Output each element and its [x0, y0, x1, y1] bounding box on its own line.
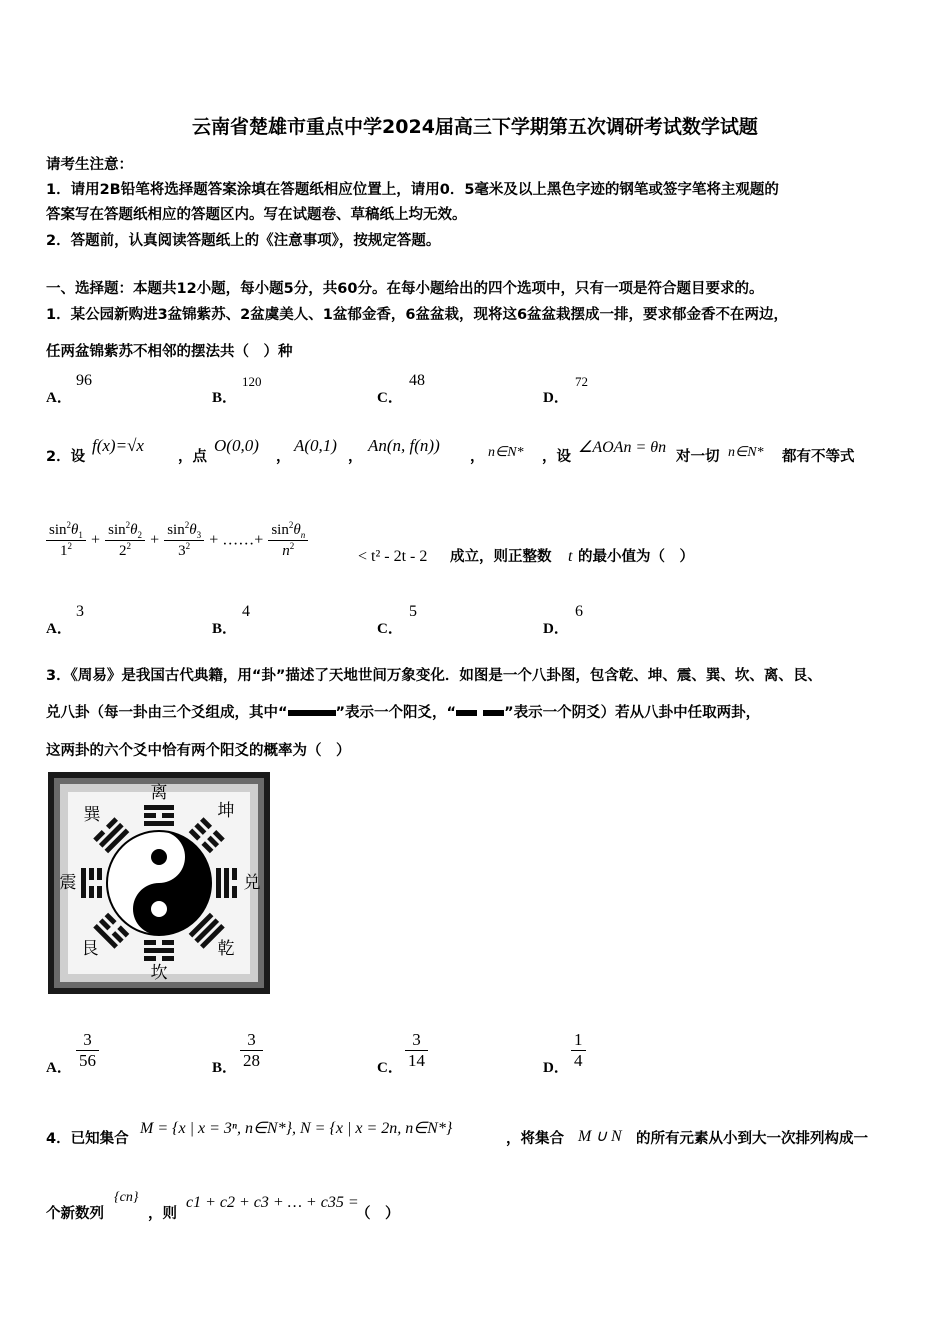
notice-line-1a: 1．请用2B铅笔将选择题答案涂填在答题纸相应位置上，请用0．5毫米及以上黑色字迹的钢笔或签字笔将主观题的	[46, 182, 779, 198]
trigram-label-bottom-left: 艮	[81, 939, 99, 959]
series-term-2: $\frac{\sin^2\theta_2}{2^2}$	[105, 520, 145, 560]
option-label: C．	[377, 390, 403, 406]
q3-line-3: 这两卦的六个爻中恰有两个阳爻的概率为（ ）	[46, 743, 351, 759]
notice-heading: 请考生注意：	[46, 157, 133, 173]
q4-text-6: （ ）	[356, 1206, 400, 1222]
q2-text-5: 都有不等式	[782, 449, 855, 465]
q2-option-b-label: B．	[212, 621, 238, 637]
q2-comma: ，	[276, 449, 291, 465]
q1-option-d-value: 72	[575, 374, 588, 389]
q2-var-t: t	[568, 548, 573, 565]
q3-option-a-value: $\frac{3}{56}$	[76, 1030, 99, 1071]
q2-option-c-value: 5	[409, 603, 417, 620]
q2-comma: ，	[470, 449, 485, 465]
trigram-label-top-right: 坤	[217, 801, 235, 821]
trigram-label-top-left: 巽	[83, 805, 101, 825]
option-label: B．	[212, 390, 238, 406]
q2-series: $\frac{\sin^2\theta_1}{1^2}$ + $\frac{\sin^2\theta_2}{2^2}$ + $\frac{\sin^2\theta_3}{3^2}$ + ……+ $\frac{\sin^2\theta_n}{n^2}$	[46, 520, 308, 560]
q4-sequence: {cn}	[114, 1190, 139, 1205]
q4-union: M ∪ N	[578, 1128, 622, 1145]
q2-text-6: 成立，则正整数	[450, 549, 552, 565]
series-term-n: $\frac{\sin^2\theta_n}{n^2}$	[268, 520, 308, 560]
q2-point-an: An(n, f(n))	[368, 436, 440, 455]
option-label: A．	[46, 390, 72, 406]
q2-option-d-label: D．	[543, 621, 569, 637]
q2-point-o: O(0,0)	[214, 436, 259, 455]
q2-option-b-value: 4	[242, 603, 250, 620]
q1-line-1: 1．某公园新购进3盆锦紫苏、2盆虞美人、1盆郁金香，6盆盆栽，现将这6盆盆栽摆成一排，要求郁金香不在两边，	[46, 307, 789, 323]
q3-option-d-value: $\frac{1}{4}$	[571, 1030, 586, 1071]
notice-line-2: 2．答题前，认真阅读答题纸上的《注意事项》，按规定答题。	[46, 233, 441, 249]
bagua-figure	[48, 772, 270, 994]
q4-text-5: ，则	[148, 1206, 177, 1222]
q2-n-in-n: n∈N*	[488, 445, 524, 460]
q3-option-d-label: D．	[543, 1060, 569, 1076]
q3-line-2c: ”表示一个阴爻）若从八卦中任取两卦，	[504, 705, 761, 721]
q3-line-2	[46, 701, 760, 722]
page-title: 云南省楚雄市重点中学2024届高三下学期第五次调研考试数学试题	[192, 116, 758, 138]
notice-line-1b: 答案写在答题纸相应的答题区内。写在试题卷、草稿纸上均无效。	[46, 207, 467, 223]
q1-option-b-value: 120	[242, 374, 262, 389]
yang-line-icon	[288, 710, 336, 716]
trigram-label-right: 兑	[243, 873, 261, 893]
q1-option-b	[212, 386, 237, 407]
trigram-label-bottom-right: 乾	[217, 939, 235, 959]
q4-sum: c1 + c2 + c3 + … + c35 =	[186, 1194, 359, 1211]
q4-text-2: ，将集合	[506, 1131, 564, 1147]
q2-n-in-n-2: n∈N*	[728, 445, 764, 460]
q2-text-2: ，点	[178, 449, 207, 465]
q4-text-1: 4．已知集合	[46, 1131, 129, 1147]
q3-option-c-value: $\frac{3}{14}$	[405, 1030, 428, 1071]
series-term-1: $\frac{\sin^2\theta_1}{1^2}$	[46, 520, 86, 560]
trigram-label-left: 震	[59, 873, 77, 893]
q3-line-1: 3．《周易》是我国古代典籍，用“卦”描述了天地世间万象变化．如图是一个八卦图，包含乾、坤、震、巽、坎、离、艮、	[46, 668, 822, 684]
option-label: D．	[543, 390, 569, 406]
q2-text-1: 2．设	[46, 449, 86, 465]
q1-option-c	[377, 386, 403, 407]
q2-option-c-label: C．	[377, 621, 403, 637]
q2-function: f(x)=√x	[92, 436, 144, 455]
q3-line-2a: 兑八卦（每一卦由三个爻组成，其中“	[46, 705, 288, 721]
q2-text-3: ，设	[542, 449, 571, 465]
q1-option-a	[46, 386, 72, 407]
q3-option-a-label: A．	[46, 1060, 72, 1076]
q1-line-2: 任两盆锦紫苏不相邻的摆法共（ ）种	[46, 344, 293, 360]
q3-option-c-label: C．	[377, 1060, 403, 1076]
q4-sets: M = {x | x = 3ⁿ, n∈N*}, N = {x | x = 2n, n∈N*}	[140, 1120, 453, 1137]
trigram-label-bottom: 坎	[150, 963, 168, 983]
q3-option-b-label: B．	[212, 1060, 238, 1076]
q2-option-a-label: A．	[46, 621, 72, 637]
q4-text-4: 个新数列	[46, 1206, 104, 1222]
q2-option-d-value: 6	[575, 603, 583, 620]
q1-option-c-value: 48	[409, 372, 425, 389]
q2-text-4: 对一切	[676, 449, 720, 465]
q2-inequality: < t² - 2t - 2	[358, 548, 428, 565]
q3-option-b-value: $\frac{3}{28}$	[240, 1030, 263, 1071]
q2-option-a-value: 3	[76, 603, 84, 620]
q2-comma: ，	[348, 449, 363, 465]
q1-option-a-value: 96	[76, 372, 92, 389]
q1-option-d	[543, 386, 569, 407]
q2-text-7: 的最小值为（ ）	[578, 549, 694, 565]
yin-yang-icon	[107, 831, 211, 935]
q4-text-3: 的所有元素从小到大一次排列构成一	[636, 1131, 868, 1147]
series-term-3: $\frac{\sin^2\theta_3}{3^2}$	[164, 520, 204, 560]
q3-line-2b: ”表示一个阳爻，“	[335, 705, 457, 721]
q2-point-a: A(0,1)	[294, 436, 337, 455]
section-heading: 一、选择题：本题共12小题，每小题5分，共60分。在每小题给出的四个选项中，只有一项是符合题目要求的。	[46, 281, 764, 297]
yin-line-icon	[456, 710, 504, 716]
trigram-label-top: 离	[150, 783, 168, 803]
q2-angle: ∠AOAn = θn	[578, 439, 667, 456]
